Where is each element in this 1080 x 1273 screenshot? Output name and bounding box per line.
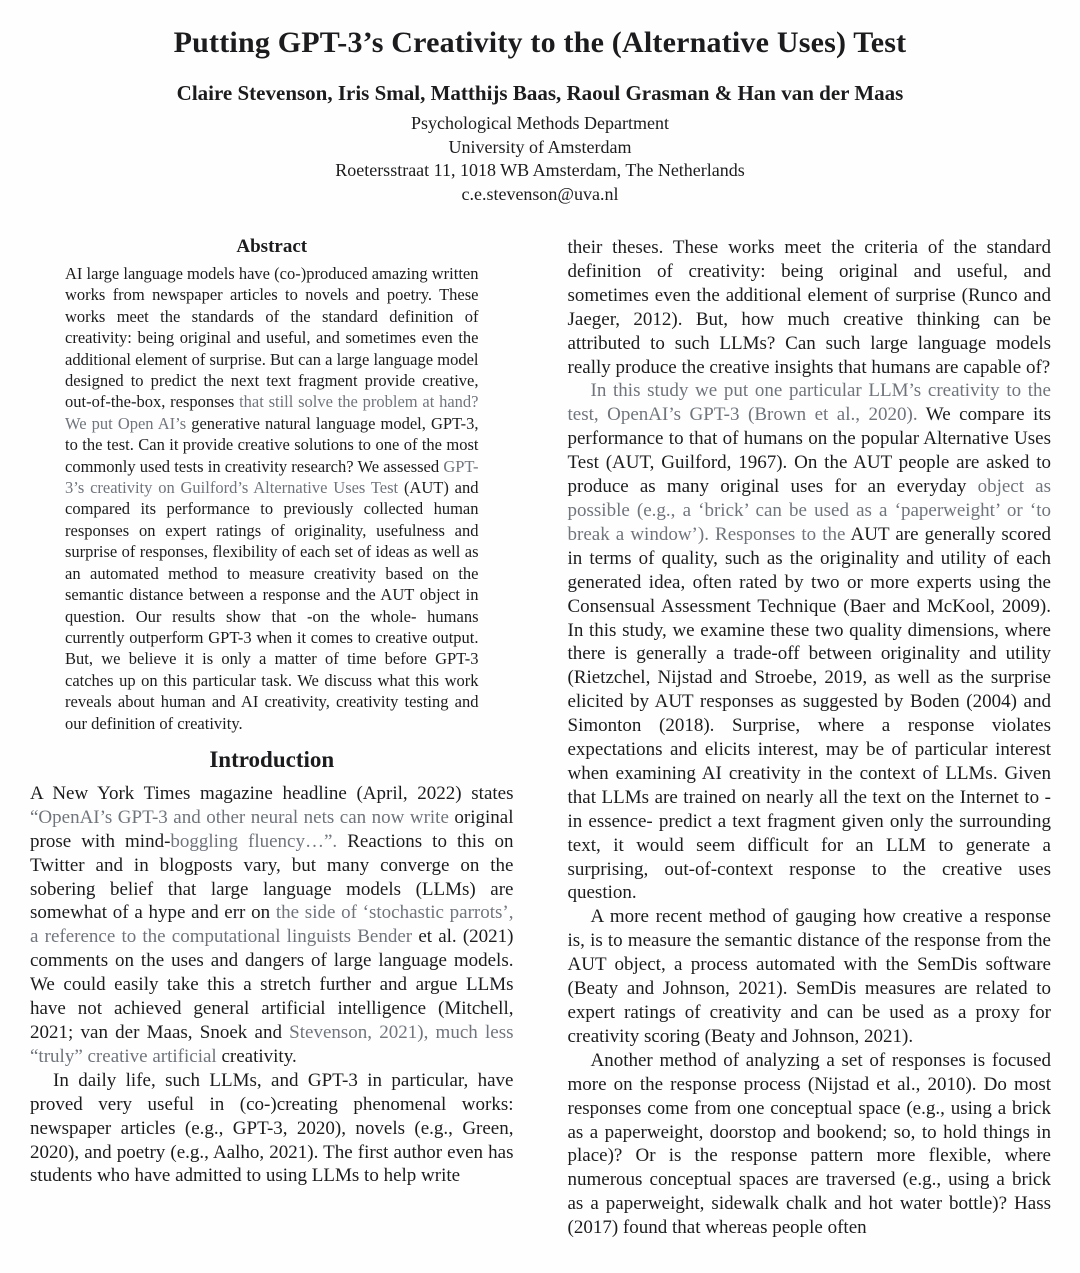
two-column-body — [0, 236, 1080, 1240]
paragraph-text-faded: GPT-3’s creativity on Guilford’s Alternative Uses Test — [65, 456, 479, 498]
paragraph-text: A New York Times magazine headline (April, 2022) states — [30, 782, 514, 804]
paragraph-text: (AUT) and compared its performance to previously collected human responses on expert ratings of originality, usefulness and surprise of responses, flexibility of each set of ideas as well as an automated method to measure creativity based on the semantic distance between a response and the AUT object in question. Our results show that -on the whole- humans currently outperform GPT-3 when it comes to creative output. But, we believe it is only a matter of time before GPT-3 catches up on this particular task. We discuss what this work reveals about human and AI creativity, creativity testing and our definition of creativity. — [65, 478, 479, 733]
affiliation-block — [0, 112, 1080, 206]
paragraph-text: AUT are generally scored in terms of quality, such as the originality and utility of each generated idea, often rated by two or more experts using the Consensual Assessment Technique (Baer and McKool, 2009). In this study, we examine these two quality dimensions, where there is generally a trade-off between originality and utility (Rietzchel, Nijstad and Stroebe, 2019, as well as the surprise elicited by AUT responses as suggested by Boden (2004) and Simonton (2018). Surprise, where a response violates expectations and elicits interest, may be of particular interest when examining AI creativity in the context of LLMs. Given that LLMs are trained on nearly all the text on the Internet to -in essence- predict a text fragment given only the surrounding text, it would seem difficult for an LLM to generate a surprising, out-of-context response to the creative uses question. — [567, 523, 1052, 904]
paragraph-text: AI large language models have (co-)produced amazing written works from newspaper articles to novels and poetry. These works meet the standards of the standard definition of creativity: being original and useful, and sometimes even the additional element of surprise. But can a large language model designed to predict the next text fragment provide creative, out-of-the-box, responses — [65, 264, 479, 412]
right-column — [568, 236, 1052, 1240]
paper-title: Putting GPT-3’s Creativity to the (Alternative Uses) Test — [173, 26, 907, 59]
contact-email: c.e.stevenson@uva.nl — [461, 183, 619, 204]
paragraph-text-faded: object as possible (e.g., a ‘brick’ can be used as a ‘paperweight’ or ‘to break a window’). Responses to the — [567, 476, 1051, 545]
paragraph-text: Reactions to this on Twitter and in blogposts vary, but many converge on the sobering belief that large language models (LLMs) are somewhat of a hype and err on — [30, 830, 514, 924]
paragraph-text: We compare its performance to that of humans on the popular Alternative Uses Test (AUT, Guilford, 1967). On the AUT people are asked to produce as many original uses for an everyday — [567, 404, 1052, 498]
introduction-heading: Introduction — [209, 746, 335, 772]
paragraph-text-faded: In this study we put one particular LLM’s creativity to the test, OpenAI’s GPT-3 (Brown et al., 2020). — [567, 380, 1051, 426]
paragraph-text: creativity. — [221, 1045, 297, 1067]
abstract-heading: Abstract — [236, 236, 308, 257]
paragraph-text-faded: the side of ‘stochastic parrots’, a reference to the computational linguists Bender — [30, 902, 514, 948]
paragraph — [30, 1069, 514, 1189]
paragraph-text: original prose with mind- — [30, 806, 514, 852]
affiliation-university: University of Amsterdam — [448, 136, 632, 157]
paragraph — [568, 379, 1052, 905]
introduction-section-left — [30, 782, 514, 1188]
paragraph — [65, 263, 479, 734]
paragraph-text-faded: “OpenAI’s GPT-3 and other neural nets can now write — [30, 806, 455, 828]
left-column — [30, 236, 514, 1240]
paragraph-text: Another method of analyzing a set of responses is focused more on the response process (Nijstad et al., 2010). Do most responses come from one conceptual space (e.g., using a brick as a paperweight, doorstop and bookend; so, to hold things in place)? Or is the response pattern more flexible, where numerous conceptual spaces are traversed (e.g., using a brick as a paperweight, sidewalk chalk and hot water bottle)? Hass (2017) found that whereas people often — [567, 1049, 1051, 1239]
introduction-section-right — [568, 236, 1052, 1240]
paper-header — [0, 26, 1080, 206]
paragraph — [30, 782, 514, 1069]
paragraph-text: In daily life, such LLMs, and GPT-3 in particular, have proved very useful in (co-)creating phenomenal works: newspaper articles (e.g., GPT-3, 2020), novels (e.g., Green, 2020), and poetry (e.g., Aalho, 2021). The first author even has students who have admitted to using LLMs to help write — [30, 1069, 514, 1187]
abstract-section — [65, 263, 479, 734]
paragraph — [568, 236, 1052, 379]
paragraph-text-faded: Stevenson, 2021), much less “truly” creative artificial — [30, 1022, 514, 1067]
paragraph-text: generative natural language model, GPT-3, to the test. Can it provide creative solutions to one of the most commonly used tests in creativity research? We assessed — [65, 413, 479, 476]
affiliation-department: Psychological Methods Department — [411, 113, 669, 133]
paragraph — [568, 1049, 1052, 1240]
paragraph-text-faded: that still solve the problem at hand? We put Open AI’s — [65, 392, 479, 433]
authors-line: Claire Stevenson, Iris Smal, Matthijs Baas, Raoul Grasman & Han van der Maas — [176, 81, 904, 105]
paragraph-text: A more recent method of gauging how creative a response is, is to measure the semantic distance of the response from the AUT object, a process automated with the SemDis software (Beaty and Johnson, 2021). SemDis measures are related to expert ratings of creativity and can be used as a proxy for creativity scoring (Beaty and Johnson, 2021). — [567, 906, 1051, 1047]
paragraph — [568, 905, 1052, 1048]
paragraph-text: their theses. These works meet the criteria of the standard definition of creativity: being original and useful, and sometimes even the additional element of surprise (Runco and Jaeger, 2012). But, how much creative thinking can be attributed to such LLMs? Can such large language models really produce the creative insights that humans are capable of? — [567, 237, 1051, 378]
paragraph-text: et al. (2021) comments on the uses and dangers of large language models. We could easily take this a stretch further and argue LLMs have not achieved general artificial intelligence (Mitchell, 2021; van der Maas, Snoek and — [30, 926, 514, 1043]
paragraph-text-faded: boggling fluency…”. — [170, 830, 348, 852]
affiliation-address: Roetersstraat 11, 1018 WB Amsterdam, The Netherlands — [335, 160, 745, 180]
